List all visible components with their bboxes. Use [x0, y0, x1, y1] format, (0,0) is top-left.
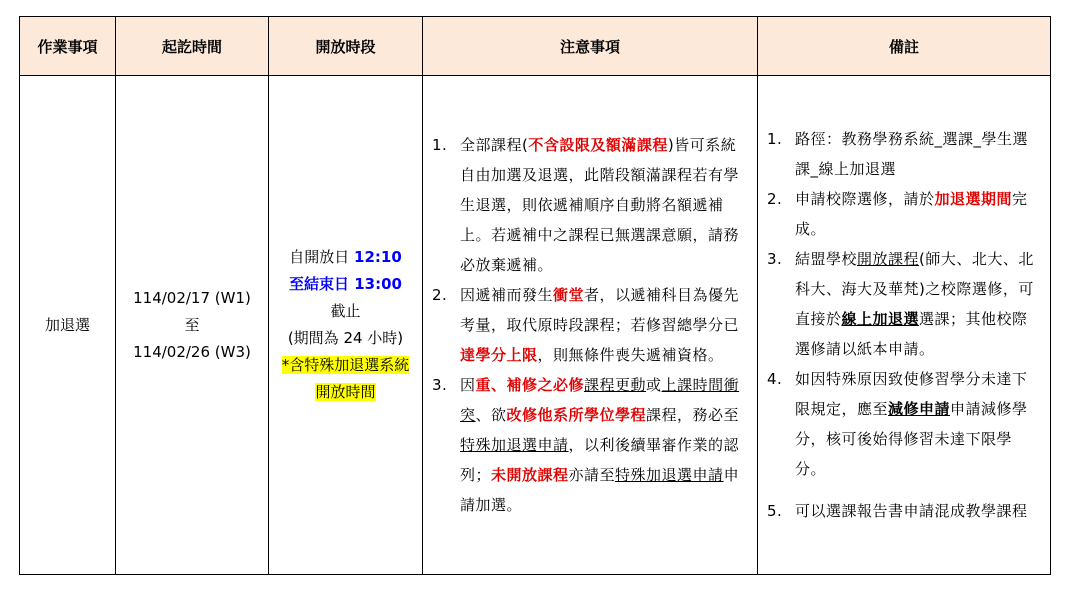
remark-item-4	[759, 364, 1041, 484]
remark-text: 如因特殊原因致使修習學分未達下限規定，應至減修申請申請減修學分，核可後始得修習未達下限學分。	[795, 370, 1028, 478]
header-period: 開放時段	[269, 17, 423, 76]
table-row	[20, 76, 1051, 575]
list-number: 3.	[767, 250, 783, 268]
header-notes: 注意事項	[423, 17, 758, 76]
start-date: 114/02/17 (W1)	[133, 288, 251, 307]
remark-text: 申請校際選修，請於加退選期間完成。	[795, 190, 1028, 238]
remark-text: 可以選課報告書申請混成教學課程	[795, 502, 1028, 520]
header-remarks: 備註	[758, 17, 1051, 76]
period-duration: (期間為 24 小時)	[287, 329, 404, 347]
remark-item-1	[759, 124, 1041, 184]
period-cutoff: 截止	[330, 302, 361, 320]
note-text: 因重、補修之必修課程更動或上課時間衝突、欲改修他系所學位學程課程，務必至特殊加退選申請，以利後續畢審作業的認列；未開放課程亦請至特殊加退選申請申請加選。	[460, 376, 740, 514]
period-special-note: *含特殊加退選系統開放時間	[281, 356, 410, 401]
remark-item-2	[759, 184, 1041, 244]
notes-list	[424, 130, 756, 520]
notes-cell	[423, 76, 758, 575]
note-item-1	[424, 130, 748, 280]
remark-item-5	[759, 496, 1041, 526]
schedule-table	[19, 16, 1051, 575]
list-number: 4.	[767, 370, 783, 388]
date-separator: 至	[184, 315, 200, 334]
period-end: 至結束日 13:00	[289, 275, 402, 293]
list-number: 1.	[767, 130, 783, 148]
item-cell	[20, 76, 116, 575]
header-row	[20, 17, 1051, 76]
item-label: 加退選	[44, 315, 90, 334]
header-item: 作業事項	[20, 17, 116, 76]
remark-text: 結盟學校開放課程(師大、北大、北科大、海大及華梵)之校際選修，可直接於線上加退選選課；其他校際選修請以紙本申請。	[795, 250, 1034, 358]
list-number: 5.	[767, 502, 783, 520]
list-number: 1.	[432, 136, 448, 154]
remark-item-3	[759, 244, 1041, 364]
note-text: 全部課程(不含設限及額滿課程)皆可系統自由加選及退選，此階段額滿課程若有學生退選，則依遞補順序自動將名額遞補上。若遞補中之課程已無選課意願，請務必放棄遞補。	[460, 136, 740, 274]
note-item-2	[424, 280, 748, 370]
period-cell	[269, 76, 423, 575]
list-number: 3.	[432, 376, 448, 394]
period-start-time: 12:10	[354, 248, 402, 266]
end-date: 114/02/26 (W3)	[133, 342, 251, 361]
note-text: 因遞補而發生衝堂者，以遞補科目為優先考量，取代原時段課程；若修習總學分已達學分上限，則無條件喪失遞補資格。	[460, 286, 740, 364]
note-item-3	[424, 370, 748, 520]
remarks-list	[759, 124, 1049, 526]
remark-text: 路徑：教務學務系統_選課_學生選課_線上加退選	[795, 130, 1029, 178]
period-start-label: 自開放日	[289, 248, 355, 266]
header-dates: 起訖時間	[116, 17, 269, 76]
period-start	[270, 244, 421, 271]
remarks-cell	[758, 76, 1051, 575]
dates-cell	[116, 76, 269, 575]
list-number: 2.	[432, 286, 448, 304]
list-number: 2.	[767, 190, 783, 208]
